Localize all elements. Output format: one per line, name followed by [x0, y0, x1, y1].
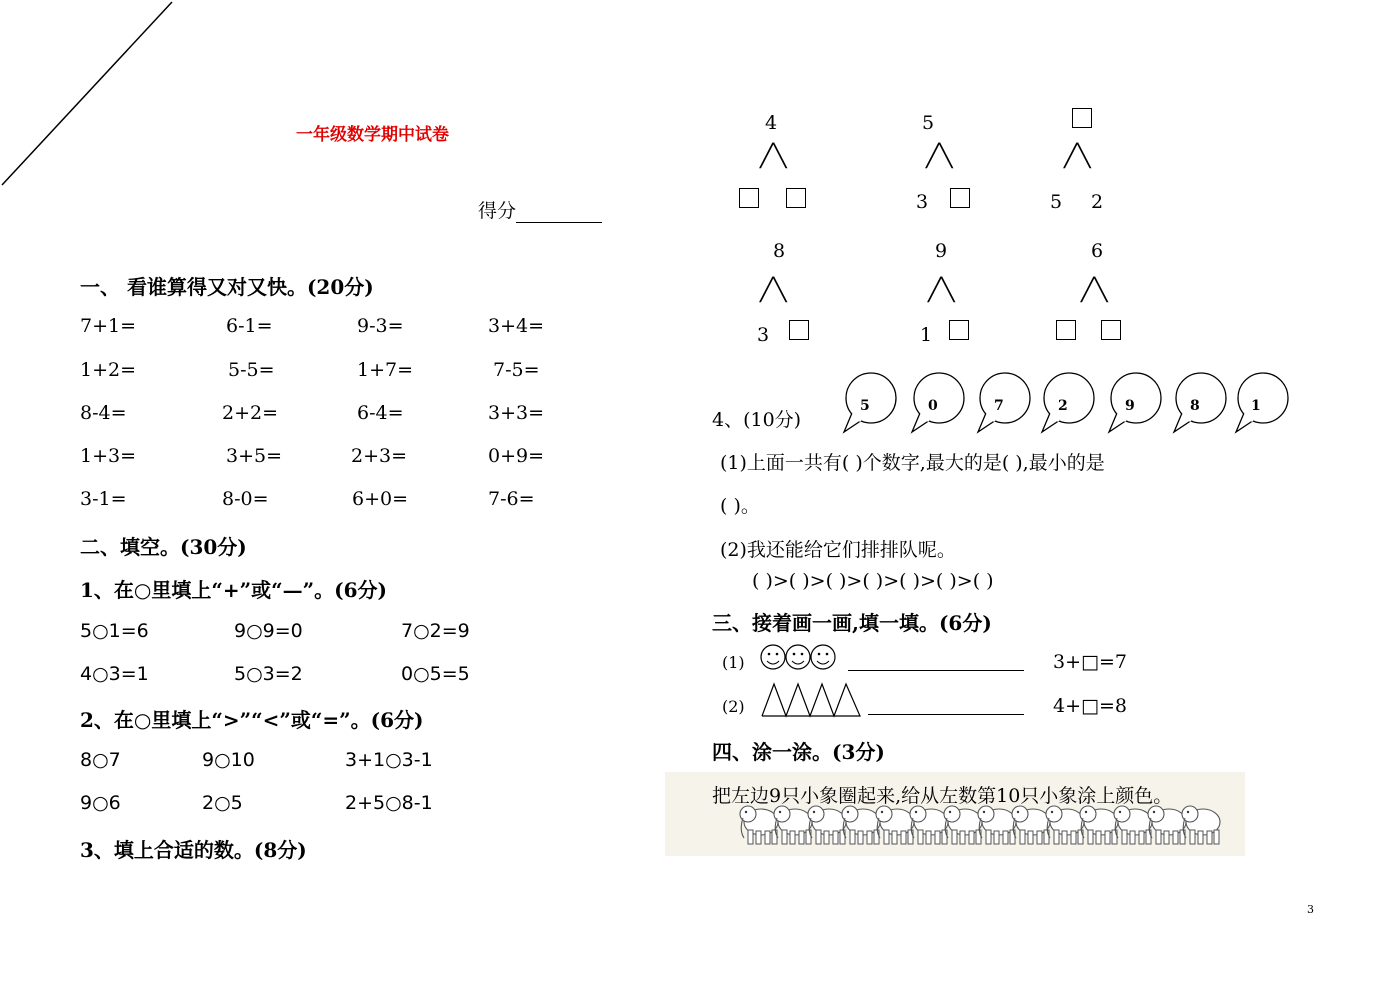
- tree-branch: ╱╲: [760, 144, 787, 169]
- answer-box[interactable]: [949, 320, 969, 340]
- equation: 3+5=: [226, 445, 283, 467]
- compare-item: 3+1○3-1: [345, 749, 433, 771]
- q2-heading: 2、在○里填上“>”“<”或“=”。(6分): [80, 708, 424, 732]
- section3-item1-label: (1): [722, 653, 745, 672]
- drawing-blank-line[interactable]: [848, 670, 1024, 671]
- equation: 8-0=: [222, 488, 269, 510]
- q4-line4: ( )>( )>( )>( )>( )>( )>( ): [752, 570, 994, 592]
- bubble-number: 2: [1058, 398, 1068, 414]
- equation: 3+3=: [488, 402, 545, 424]
- answer-box[interactable]: [1101, 320, 1121, 340]
- q1-heading: 1、在○里填上“+”或“—”。(6分): [80, 578, 387, 602]
- tree-left-number: 5: [1050, 191, 1063, 213]
- bubble-number: 8: [1190, 398, 1200, 414]
- section3-item1-equation: 3+□=7: [1053, 651, 1127, 673]
- answer-box[interactable]: [789, 320, 809, 340]
- tree-left-number: 3: [757, 324, 770, 346]
- page-number: 3: [1307, 903, 1314, 916]
- equation: 1+7=: [357, 359, 414, 381]
- fill-item: 9○9=0: [234, 620, 303, 642]
- answer-box[interactable]: [1072, 108, 1092, 128]
- section2-heading: 二、填空。(30分): [80, 535, 247, 559]
- fill-item: 4○3=1: [80, 663, 149, 685]
- bubble-number: 0: [928, 398, 938, 414]
- fill-item: 0○5=5: [401, 663, 470, 685]
- equation: 7-6=: [488, 488, 535, 510]
- equation: 3+4=: [488, 315, 545, 337]
- page-title: 一年级数学期中试卷: [296, 125, 449, 145]
- answer-box[interactable]: [786, 188, 806, 208]
- equation: 1+3=: [80, 445, 137, 467]
- section3-item2-equation: 4+□=8: [1053, 695, 1127, 717]
- bubble-number: 7: [994, 398, 1004, 414]
- tree-top-number: 6: [1091, 240, 1104, 262]
- tree-left-number: 1: [920, 324, 933, 346]
- tree-branch: ╱╲: [1081, 278, 1108, 303]
- smiley-faces-icon: [760, 640, 840, 676]
- score-blank: [516, 204, 602, 223]
- equation: 5-5=: [228, 359, 275, 381]
- section4-heading: 四、涂一涂。(3分): [712, 740, 885, 764]
- drawing-blank-line[interactable]: [868, 714, 1024, 715]
- tree-top-number: 5: [922, 112, 935, 134]
- q4-label: 4、(10分): [712, 409, 802, 431]
- triangles-icon: [760, 682, 866, 718]
- answer-box[interactable]: [950, 188, 970, 208]
- tree-branch: ╱╲: [1064, 144, 1091, 169]
- tree-top-number: 9: [935, 240, 948, 262]
- fill-item: 7○2=9: [401, 620, 470, 642]
- equation: 1+2=: [80, 359, 137, 381]
- fill-item: 5○3=2: [234, 663, 303, 685]
- compare-item: 2○5: [202, 792, 243, 814]
- section3-heading: 三、接着画一画,填一填。(6分): [712, 611, 992, 635]
- compare-item: 2+5○8-1: [345, 792, 433, 814]
- equation: 3-1=: [80, 488, 127, 510]
- bubble-number: 5: [860, 398, 870, 414]
- equation: 0+9=: [488, 445, 545, 467]
- tree-branch: ╱╲: [760, 278, 787, 303]
- equation: 7-5=: [493, 359, 540, 381]
- section4-instruction: 把左边9只小象圈起来,给从左数第10只小象涂上颜色。: [712, 785, 1173, 807]
- equation: 7+1=: [80, 315, 137, 337]
- equation: 6+0=: [352, 488, 409, 510]
- tree-branch: ╱╲: [926, 144, 953, 169]
- compare-item: 9○6: [80, 792, 121, 814]
- bubble-number: 1: [1251, 398, 1261, 414]
- compare-item: 8○7: [80, 749, 121, 771]
- tree-top-number: 8: [773, 240, 786, 262]
- fill-item: 5○1=6: [80, 620, 149, 642]
- tree-top-number: 4: [765, 112, 778, 134]
- answer-box[interactable]: [739, 188, 759, 208]
- section1-heading: 一、 看谁算得又对又快。(20分): [80, 275, 374, 299]
- bubble-number: 9: [1125, 398, 1135, 414]
- answer-box[interactable]: [1056, 320, 1076, 340]
- q4-line3: (2)我还能给它们排排队呢。: [720, 539, 956, 561]
- score-label: 得分: [478, 200, 517, 222]
- tree-right-number: 2: [1091, 191, 1104, 213]
- equation: 9-3=: [357, 315, 404, 337]
- tree-branch: ╱╲: [928, 278, 955, 303]
- compare-item: 9○10: [202, 749, 255, 771]
- q4-line2: ( )。: [720, 495, 760, 517]
- tree-left-number: 3: [916, 191, 929, 213]
- q4-line1: (1)上面一共有( )个数字,最大的是( ),最小的是: [720, 452, 1105, 474]
- equation: 6-4=: [357, 402, 404, 424]
- equation: 2+3=: [351, 445, 408, 467]
- equation: 2+2=: [222, 402, 279, 424]
- score-field: [478, 196, 602, 223]
- speech-bubble-icon: [1230, 370, 1292, 436]
- equation: 8-4=: [80, 402, 127, 424]
- equation: 6-1=: [226, 315, 273, 337]
- corner-diagonal-line: [0, 0, 180, 190]
- section3-item2-label: (2): [722, 697, 745, 716]
- q3-heading: 3、填上合适的数。(8分): [80, 838, 307, 862]
